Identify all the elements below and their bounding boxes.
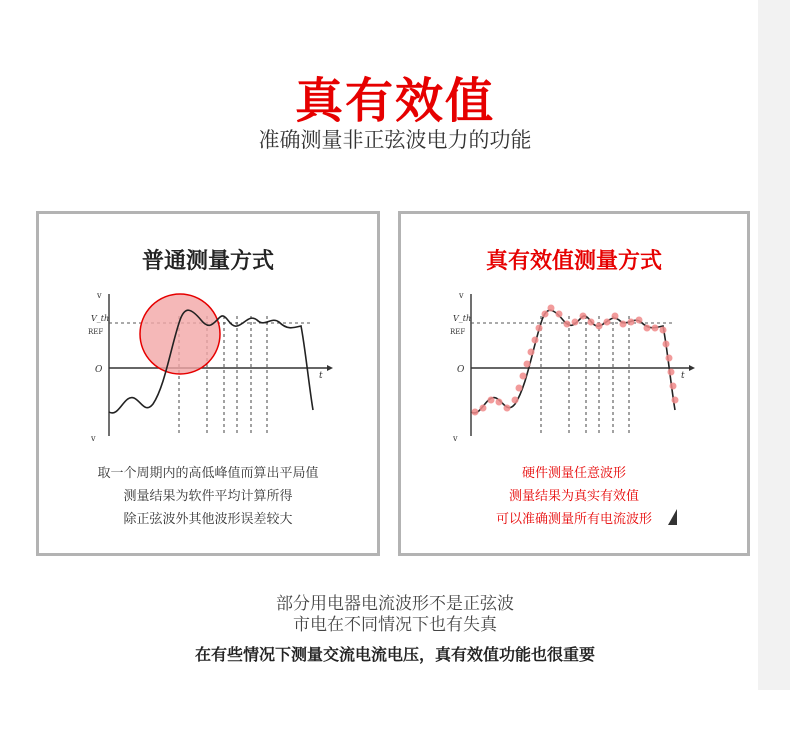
y-axis-bottom-label: v bbox=[453, 434, 458, 443]
true-rms-panel bbox=[398, 211, 750, 556]
t-axis-label: t bbox=[319, 371, 323, 381]
sample-dots bbox=[472, 305, 679, 416]
desc-line: 取一个周期内的高低峰值而算出平局值 bbox=[97, 466, 319, 481]
true-rms-description bbox=[401, 462, 747, 531]
ref-label: REF bbox=[88, 328, 104, 336]
origin-label: O bbox=[457, 365, 465, 375]
sample-lines bbox=[541, 316, 629, 436]
normal-waveform-chart bbox=[79, 286, 339, 446]
footer-line-3: 在有些情况下测量交流电流电压，真有效值功能也很重要 bbox=[194, 645, 595, 664]
y-axis-top-label: v bbox=[459, 291, 464, 300]
vth-label: V_th bbox=[91, 314, 110, 323]
desc-line: 测量结果为软件平均计算所得 bbox=[123, 489, 293, 504]
normal-measurement-title: 普通测量方式 bbox=[141, 249, 274, 274]
origin-label: O bbox=[95, 365, 103, 375]
x-axis-arrow bbox=[689, 365, 695, 371]
waveform-line bbox=[471, 310, 675, 413]
footer-line-1: 部分用电器电流波形不是正弦波 bbox=[276, 594, 514, 614]
page-subtitle: 准确测量非正弦波电力的功能 bbox=[258, 128, 532, 152]
desc-line: 可以准确测量所有电流波形 bbox=[495, 512, 652, 527]
desc-line: 硬件测量任意波形 bbox=[521, 466, 626, 481]
y-axis-top-label: v bbox=[97, 291, 102, 300]
corner-triangle-icon bbox=[668, 509, 677, 525]
t-axis-label: t bbox=[681, 371, 685, 381]
normal-measurement-panel bbox=[36, 211, 380, 556]
y-axis-bottom-label: v bbox=[91, 434, 96, 443]
waveform-line bbox=[109, 310, 313, 413]
true-rms-waveform-chart bbox=[441, 286, 701, 446]
vth-label: V_th bbox=[453, 314, 472, 323]
ref-label: REF bbox=[450, 328, 466, 336]
desc-line: 除正弦波外其他波形误差较大 bbox=[123, 512, 293, 527]
footer-line-2: 市电在不同情况下也有失真 bbox=[293, 615, 497, 635]
x-axis-arrow bbox=[327, 365, 333, 371]
peak-highlight-circle bbox=[140, 294, 220, 374]
page-title: 真有效值 bbox=[294, 73, 495, 129]
desc-line: 测量结果为真实有效值 bbox=[508, 489, 639, 504]
true-rms-title: 真有效值测量方式 bbox=[485, 249, 662, 274]
normal-measurement-description bbox=[39, 462, 377, 531]
